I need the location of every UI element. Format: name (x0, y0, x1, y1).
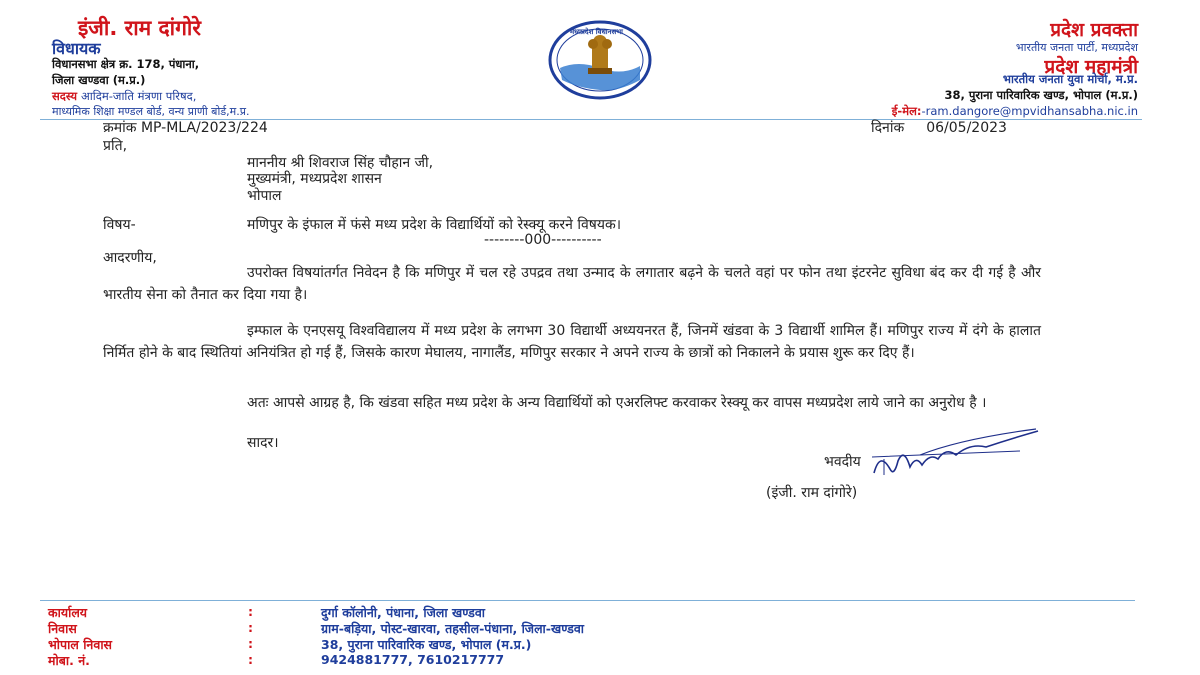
member-of: आदिम-जाति मंत्रणा परिषद, (81, 89, 197, 103)
footer-value-bhopal: 38, पुराना पारिवारिक खण्ड, भोपाल (म.प्र.) (321, 637, 532, 652)
seal-text: मध्यप्रदेश विधानसभा (570, 28, 623, 36)
footer-sep: : (248, 636, 253, 651)
salutation: आदरणीय, (103, 250, 157, 266)
org-bjp: भारतीय जनता पार्टी, मध्यप्रदेश (1015, 41, 1138, 54)
footer-value-mobile: 9424881777, 7610217777 (321, 652, 505, 667)
email-line (892, 104, 1138, 119)
yours-faithfully: भवदीय (824, 454, 861, 470)
addressee-line-1: माननीय श्री शिवराज सिंह चौहान जी, (247, 155, 434, 171)
email-label: ई-मेल: (891, 104, 922, 118)
mla-name: इंजी. राम दांगोरे (78, 16, 201, 40)
to-label: प्रति, (103, 138, 128, 154)
footer-rule (40, 600, 1135, 601)
footer-label-mobile: मोबा. नं. (48, 653, 90, 668)
title-spokesperson: प्रदेश प्रवक्ता (1050, 19, 1138, 41)
signatory-name: (इंजी. राम दांगोरे) (766, 485, 858, 501)
footer-value-residence: ग्राम-बड़िया, पोस्ट-खारवा, तहसील-पंधाना, जिला-खण्डवा (321, 621, 585, 636)
footer-sep: : (248, 652, 253, 667)
signature-image (860, 425, 1060, 495)
paragraph-3: अतः आपसे आग्रह है, कि खंडवा सहित मध्य प्रदेश के अन्य विद्यार्थियों को एअरलिफ्ट करवाकर रेस्क्यू कर वापस मध्यप्रदेश लाये जाने का अनुरोध है । (247, 395, 987, 411)
org-bjym: भारतीय जनता युवा मोर्चा, म.प्र. (1002, 72, 1138, 86)
footer-sep: : (248, 620, 253, 635)
member-label: सदस्य (52, 89, 78, 103)
right-address: 38, पुराना पारिवारिक खण्ड, भोपाल (म.प्र.) (944, 88, 1138, 102)
subject-text: मणिपुर के इंफाल में फंसे मध्य प्रदेश के विद्यार्थियों को रेस्क्यू करने विषयक। (247, 217, 622, 233)
district: जिला खण्डवा (म.प्र.) (52, 73, 146, 87)
boards: माध्यमिक शिक्षा मण्डल बोर्ड, वन्य प्राणी बोर्ड,म.प्र. (52, 105, 250, 118)
footer-value-office: दुर्गा कॉलोनी, पंधाना, जिला खण्डवा (321, 605, 486, 620)
email-address[interactable]: -ram.dangore@mpvidhansabha.nic.in (921, 104, 1138, 118)
separator: --------000---------- (484, 232, 602, 248)
paragraph-2: इम्फाल के एनएसयू विश्वविद्यालय में मध्य प्रदेश के लगभग 30 विद्यार्थी अध्ययनरत हैं, जिनमें खंडवा के 3 विद्यार्थी शामिल हैं। मणिपुर राज्य में दंगे के हालात निर्मित होने के बाद स्थितियां अनियंत्रित हो गई हैं, जिसके कारण मेघालय, नागालैंड, मणिपुर सरकार ने अपने राज्य के छात्रों को निकालने के प्रयास शुरू कर दिए हैं। (103, 323, 1041, 361)
date-line (871, 118, 1007, 137)
assembly-seal (548, 20, 652, 100)
paragraph-1: उपरोक्त विषयांतर्गत निवेदन है कि मणिपुर में चल रहे उपद्रव तथा उन्माद के लगातार बढ़ने के चलते वहां पर फोन तथा इंटरनेट सुविधा बंद कर दी गई है और भारतीय सेना को तैनात कर दिया गया है। (103, 265, 1041, 303)
footer-label-residence: निवास (48, 621, 77, 636)
addressee-line-3: भोपाल (247, 188, 282, 204)
letter-date: 06/05/2023 (926, 120, 1007, 136)
subject-label: विषय- (103, 217, 136, 233)
footer-label-bhopal: भोपाल निवास (48, 637, 113, 652)
designation: विधायक (52, 39, 101, 58)
footer-label-office: कार्यालय (48, 605, 88, 620)
closing: सादर। (247, 435, 279, 451)
date-label: दिनांक (871, 120, 905, 136)
constituency: विधानसभा क्षेत्र क्र. 178, पंधाना, (52, 57, 200, 71)
footer-sep: : (248, 604, 253, 619)
addressee-line-2: मुख्यमंत्री, मध्यप्रदेश शासन (247, 171, 382, 187)
membership-line (52, 89, 196, 104)
reference-number: क्रमांक MP-MLA/2023/224 (103, 120, 268, 136)
title-general-secretary: प्रदेश महामंत्री (1044, 56, 1138, 78)
